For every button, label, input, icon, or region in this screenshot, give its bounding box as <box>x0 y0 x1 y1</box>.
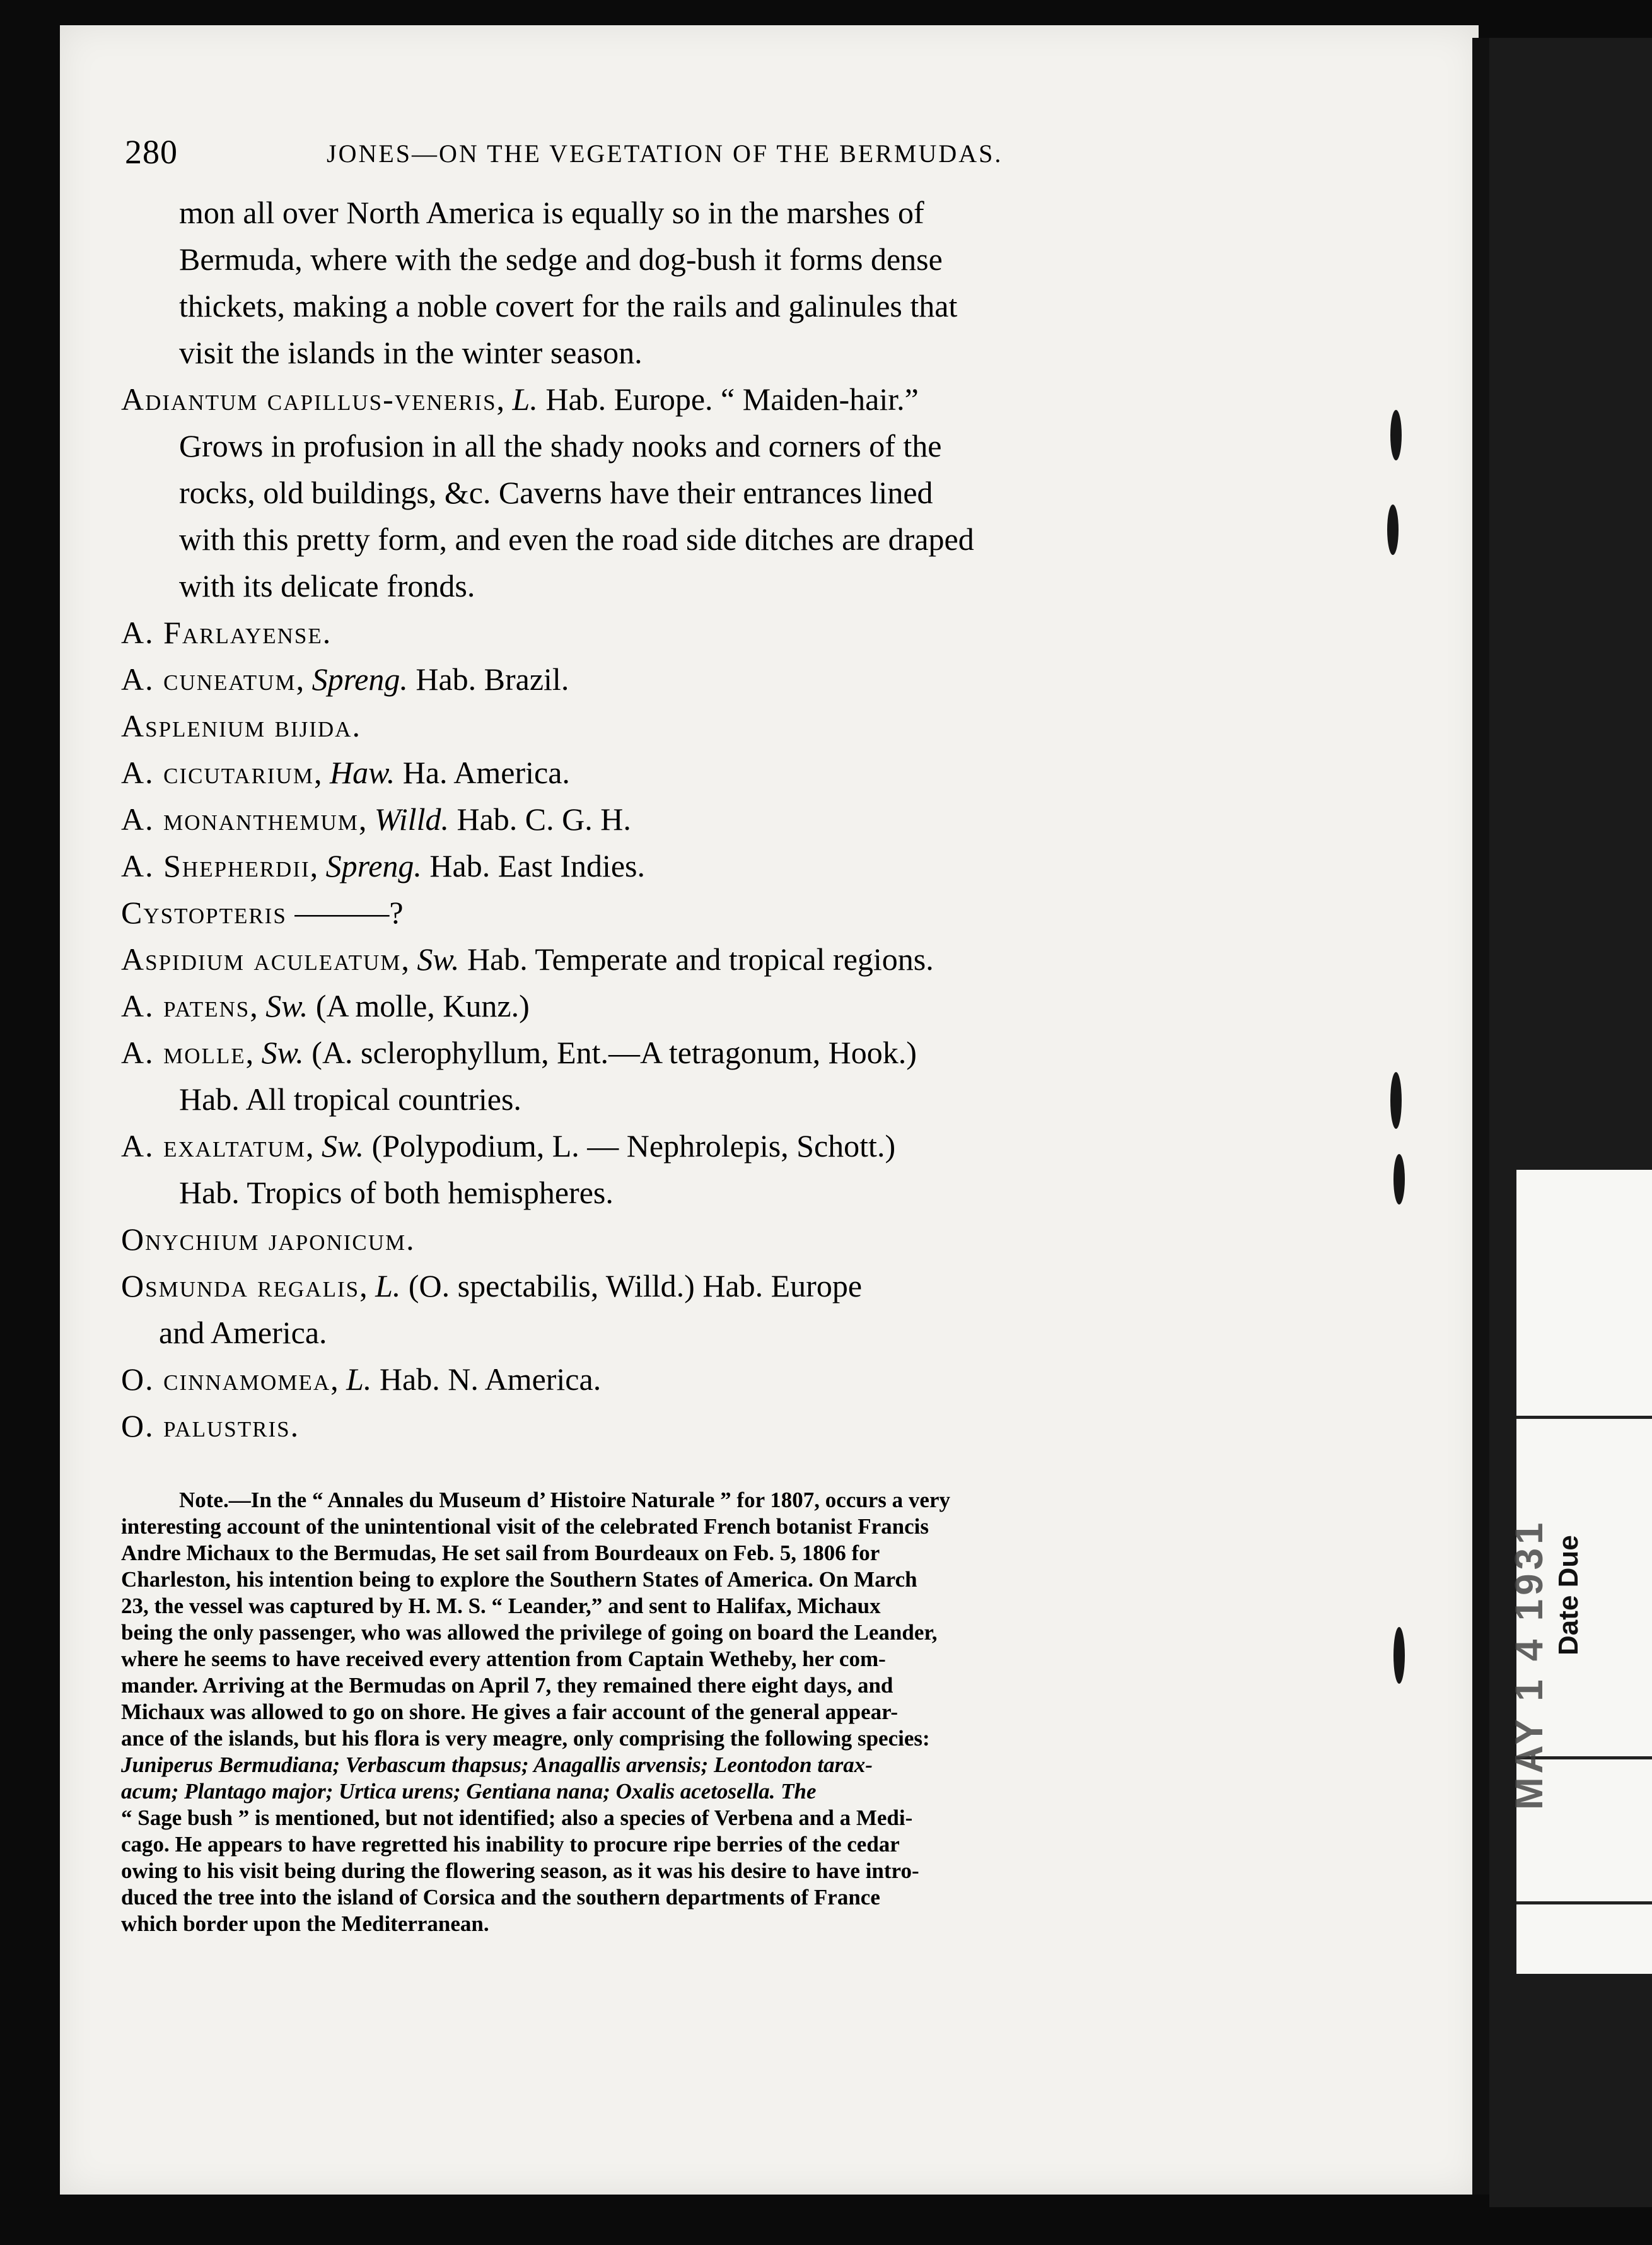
text-line <box>159 1309 1281 1356</box>
text-span: Hab. C. G. H. <box>448 802 631 837</box>
taxon-name: O. cinnamomea <box>121 1362 331 1397</box>
text-line <box>179 469 1301 516</box>
footnote-line: Juniperus Bermudiana; Verbascum thapsus; Anagallis arvensis; Leontodon tarax- <box>121 1752 873 1777</box>
text-span: , <box>310 848 326 883</box>
binding-mark <box>1390 410 1402 460</box>
footnote-line: mander. Arriving at the Bermudas on April 7, they remained there eight days, and <box>121 1673 893 1698</box>
binding-mark <box>1387 504 1399 555</box>
taxon-name: A. exaltatum <box>121 1128 306 1163</box>
author-abbrev: Willd. <box>374 802 449 837</box>
text-line <box>121 703 1243 749</box>
footnote-line: acum; Plantago major; Urtica urens; Gentiana nana; Oxalis acetosella. The <box>121 1779 817 1804</box>
author-abbrev: Sw. <box>417 942 460 977</box>
text-line <box>121 983 1243 1029</box>
taxon-name: A. cuneatum <box>121 662 296 697</box>
text-span: , <box>250 988 266 1023</box>
text-span: , <box>245 1035 262 1070</box>
text-line <box>121 843 1243 889</box>
text-line <box>121 1122 1243 1169</box>
footnote-line: “ Sage bush ” is mentioned, but not identified; also a species of Verbena and a Medi- <box>121 1805 913 1830</box>
footnote-line: Andre Michaux to the Bermudas, He set sail from Bourdeaux on Feb. 5, 1806 for <box>121 1541 880 1565</box>
text-line <box>121 1216 1243 1262</box>
taxon-name: Aspidium aculeatum <box>121 942 402 977</box>
text-span: (Polypodium, L. — Nephrolepis, Schott.) <box>364 1128 896 1163</box>
taxon-name: A. monanthemum <box>121 802 359 837</box>
taxon-name: Asplenium bijida. <box>121 708 361 743</box>
taxon-name: A. Farlayense. <box>121 615 332 650</box>
text-span: with this pretty form, and even the road side ditches are draped <box>179 522 974 557</box>
text-span: , <box>296 662 312 697</box>
footnote-line: 23, the vessel was captured by H. M. S. “ Leander,” and sent to Halifax, Michaux <box>121 1594 881 1618</box>
text-span: Ha. America. <box>395 755 570 790</box>
text-span: with its delicate fronds. <box>179 568 475 604</box>
footnote-line: duced the tree into the island of Corsica and the southern departments of France <box>121 1885 880 1910</box>
text-span: , <box>305 1128 322 1163</box>
date-due-label: Date Due <box>1553 1535 1584 1655</box>
text-span: , <box>359 1268 376 1303</box>
author-abbrev: Haw. <box>329 755 395 790</box>
text-span: Hab. Brazil. <box>407 662 569 697</box>
taxon-name: Cystopteris <box>121 895 287 930</box>
text-span: Grows in profusion in all the shady nooks and corners of the <box>179 428 942 464</box>
text-line <box>179 236 1301 283</box>
text-line <box>179 516 1301 563</box>
text-span: rocks, old buildings, &c. Caverns have their entrances lined <box>179 475 933 510</box>
date-stamp: MAY 1 4 1931 <box>1508 1519 1551 1810</box>
text-span: ———? <box>286 895 404 930</box>
footnote-line: Charleston, his intention being to explore the Southern States of America. On March <box>121 1567 917 1592</box>
footnote-line: owing to his visit being during the flowering season, as it was his desire to have intro- <box>121 1858 919 1883</box>
footnote-line: cago. He appears to have regretted his inability to procure ripe berries of the cedar <box>121 1832 900 1857</box>
taxon-name: Adiantum capillus-veneris <box>121 382 497 417</box>
text-line <box>121 1029 1243 1076</box>
text-span: Hab. Tropics of both hemispheres. <box>179 1175 614 1210</box>
author-abbrev: L. <box>346 1362 372 1397</box>
footnote-line: Note.—In the “ Annales du Museum d’ Histoire Naturale ” for 1807, occurs a very <box>179 1488 950 1512</box>
author-abbrev: Sw. <box>261 1035 304 1070</box>
footnote-line: Michaux was allowed to go on shore. He gives a fair account of the general appear- <box>121 1700 899 1724</box>
text-span: Hab. N. America. <box>371 1362 602 1397</box>
text-span: and America. <box>159 1315 327 1350</box>
text-line <box>121 796 1243 843</box>
page-header <box>125 132 1184 177</box>
footnote-line: being the only passenger, who was allowed the privilege of going on board the Leander, <box>121 1620 938 1645</box>
text-span: , <box>313 755 330 790</box>
text-span: (A molle, Kunz.) <box>308 988 530 1023</box>
text-span: , <box>330 1362 347 1397</box>
text-span: , <box>496 382 513 417</box>
text-span: Hab. Europe. “ Maiden-hair.” <box>537 382 919 417</box>
text-line <box>121 656 1243 703</box>
text-line <box>121 889 1243 936</box>
text-line <box>179 563 1301 609</box>
running-title: JONES—ON THE VEGETATION OF THE BERMUDAS. <box>327 139 1003 168</box>
author-abbrev: Sw. <box>265 988 308 1023</box>
text-line <box>179 283 1301 329</box>
text-line <box>121 609 1243 656</box>
text-span: Bermuda, where with the sedge and dog-bush it forms dense <box>179 242 943 277</box>
taxon-name: A. molle <box>121 1035 246 1070</box>
text-span: (O. spectabilis, Willd.) Hab. Europe <box>400 1268 863 1303</box>
text-span: Hab. Temperate and tropical regions. <box>459 942 934 977</box>
text-span: Hab. East Indies. <box>421 848 645 883</box>
text-span: visit the islands in the winter season. <box>179 335 643 370</box>
text-line <box>121 376 1243 423</box>
taxon-name: O. palustris. <box>121 1408 300 1443</box>
text-line <box>121 1402 1243 1449</box>
author-abbrev: Spreng. <box>311 662 408 697</box>
text-line <box>121 1262 1243 1309</box>
taxon-name: A. Shepherdii <box>121 848 310 883</box>
footnote-line: where he seems to have received every attention from Captain Wetheby, her com- <box>121 1647 886 1671</box>
text-line <box>179 329 1301 376</box>
author-abbrev: L. <box>375 1268 401 1303</box>
text-span: , <box>401 942 417 977</box>
text-line <box>179 423 1301 469</box>
text-span: mon all over North America is equally so in the marshes of <box>179 195 924 230</box>
author-abbrev: L. <box>512 382 538 417</box>
binding-mark <box>1393 1627 1405 1684</box>
taxon-name: Osmunda regalis <box>121 1268 360 1303</box>
text-span: (A. sclerophyllum, Ent.—A tetragonum, Hook.) <box>303 1035 917 1070</box>
text-line <box>121 749 1243 796</box>
text-span: Hab. All tropical countries. <box>179 1082 521 1117</box>
binding-mark <box>1390 1072 1402 1129</box>
text-line <box>179 189 1301 236</box>
taxon-name: A. cicutarium <box>121 755 314 790</box>
text-line <box>179 1076 1301 1122</box>
binding-mark <box>1393 1154 1405 1204</box>
page-number: 280 <box>125 133 178 171</box>
taxon-name: A. patens <box>121 988 250 1023</box>
taxon-name: Onychium japonicum. <box>121 1222 416 1257</box>
text-line <box>121 1356 1243 1402</box>
author-abbrev: Sw. <box>321 1128 364 1163</box>
author-abbrev: Spreng. <box>325 848 422 883</box>
text-span: , <box>358 802 375 837</box>
footnote-line: ance of the islands, but his flora is very meagre, only comprising the following species: <box>121 1726 930 1751</box>
text-line <box>121 936 1243 983</box>
footnote-line: interesting account of the unintentional visit of the celebrated French botanist Francis <box>121 1514 929 1539</box>
footnote-line: which border upon the Mediterranean. <box>121 1911 489 1936</box>
text-line <box>179 1169 1301 1216</box>
text-span: thickets, making a noble covert for the rails and galinules that <box>179 288 958 324</box>
